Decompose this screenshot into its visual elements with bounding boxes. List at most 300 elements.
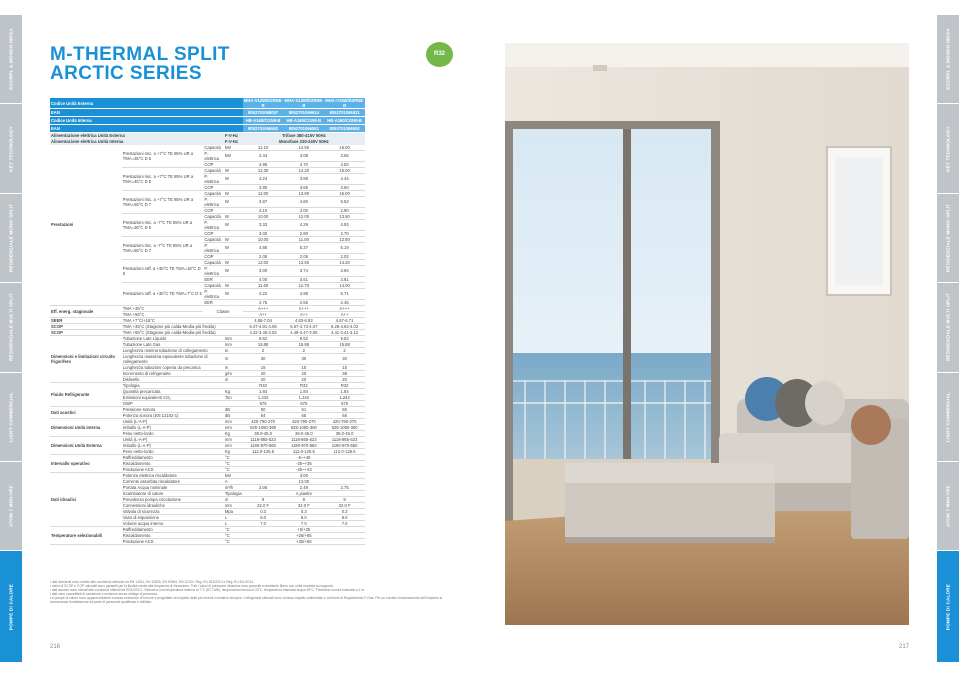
table-cell: 8052701066552 [324,125,365,133]
table-cell: Raffreddamento [122,526,224,532]
table-cell: 14.20 [283,167,324,173]
side-tab[interactable] [937,462,959,551]
table-cell: R32 [283,382,324,388]
table-cell: 8052701066614 [283,109,324,117]
table-cell: 0.3 [324,508,365,514]
table-cell: 4.60 [283,196,324,207]
table-cell: kW [224,150,243,161]
table-cell: 2 [283,347,324,353]
table-cell: °C [224,454,243,460]
table-cell: Dimensioni Unità interna [50,418,122,436]
side-tab-label: ATOM 7 MINI-VRF [8,485,14,528]
table-cell: 30 [324,353,365,364]
table-cell: P. elettrica [203,173,224,184]
table-cell: 55 [324,406,365,412]
table-cell: P. elettrica [203,150,224,161]
table-cell: °C [224,526,243,532]
side-tab[interactable] [0,194,22,283]
table-cell: 51 [283,406,324,412]
side-tab[interactable] [937,194,959,283]
table-cell: TMA +55°C (Stagione più calda-Media-più fredda) [122,329,243,335]
side-tab-label: RESIDENZIALE MONO SPLIT [8,203,14,273]
table-cell: 675 [243,400,284,406]
table-cell: TMA +7°C/+18°C [122,317,243,323]
table-cell: 2.44 [243,150,284,161]
table-cell: Temperature selezionabili [50,526,122,544]
table-cell: W [224,173,243,184]
table-cell: Fluido Refrigerante [50,382,122,406]
table-cell: 3.00 [243,265,284,276]
table-cell: Vaso di espansione [122,514,224,520]
table-cell: 3.00 [243,472,365,478]
table-cell: HB-A160/CGN8-B [324,117,365,125]
table-cell: 3.87 [243,196,284,207]
table-cell: 3.33 [243,219,284,230]
page-number-left: 216 [50,644,61,650]
table-cell: 4.70 [283,161,324,167]
table-cell: °C [224,532,243,538]
table-cell: 2.05 [243,253,284,259]
table-cell: 3.88 [283,173,324,184]
side-tab[interactable] [0,373,22,462]
table-cell: mm [224,341,243,347]
table-cell: Eff. energ. stagionale [50,305,122,317]
table-cell: 64 [243,412,284,418]
table-cell: W [224,265,243,276]
table-cell: 2.90 [324,207,365,213]
side-tab-label: LIGHT COMMERCIAL [8,391,14,442]
table-cell: 15.00 [324,190,365,196]
table-row [50,125,365,133]
table-cell: 1190-970-560 [243,442,284,448]
side-tab[interactable] [937,551,959,663]
table-cell: HB-A160/CGN8-B [243,117,284,125]
table-cell: 38 [324,370,365,376]
living-room-photo [505,43,909,625]
table-cell: 2.55 [283,299,324,305]
table-row [50,109,365,117]
photo-illustration [505,43,909,625]
table-cell: m [224,364,243,370]
table-cell: 4.49-3.47-3.05 [283,329,324,335]
table-cell: 15.00 [324,167,365,173]
table-cell: EAN [50,109,243,117]
table-cell: P. elettrica [203,219,224,230]
table-cell: R32 [243,382,284,388]
table-cell: 8052701066552 [283,125,324,133]
side-tab-label: KEY TECHNOLOGY [8,125,14,172]
page-title [50,45,230,83]
side-tab-label: POMPE DI CALORE [945,583,951,630]
side-tab-label: LIGHT COMMERCIAL [945,391,951,442]
table-cell: Produzione ACS [122,538,224,544]
table-cell: L [224,514,243,520]
table-cell: COP [203,230,224,236]
table-cell: Classe [203,305,242,317]
side-tab[interactable] [937,373,959,462]
table-cell: Intervallo operativo [50,454,122,472]
table-cell: Volume acqua interno [122,520,224,526]
table-cell: A+++ [243,305,284,311]
page-number-right: 217 [899,644,910,650]
table-cell: 420-790-270 [243,418,284,424]
table-cell: 10.00 [243,236,284,242]
table-cell: 14.20 [324,259,365,265]
table-cell: m [224,496,243,502]
table-cell: 4.67-6.71 [324,317,365,323]
side-tab-label: POMPE DI CALORE [8,583,14,630]
table-cell: 12.50 [324,236,365,242]
table-cell: 8052701068007 [243,109,284,117]
table-cell: W [224,196,243,207]
table-cell: 3.74 [283,265,324,276]
table-cell: 30 [283,353,324,364]
table-cell: -5~+46 [243,454,365,460]
table-cell: Kg [224,430,243,436]
table-cell: Corrente assorbita riscaldatore [122,478,224,484]
table-cell: 9.52 [283,335,324,341]
table-row [50,98,365,109]
table-cell: dB [224,406,243,412]
table-cell: Capacità [203,282,224,288]
table-cell: Lunghezza minima tubazione di collegamento [122,347,224,353]
table-cell: P. elettrica [203,265,224,276]
table-cell: 3.61 [324,276,365,282]
table-cell: 12.00 [243,259,284,265]
table-cell: +30/+60 [243,538,365,544]
table-cell: 15.88 [324,341,365,347]
table-cell: g/m [224,370,243,376]
table-cell: Prestazioni risc. a +7°C TE 85% UR a TMA=45°C D 5 [122,167,204,190]
table-cell: dB [224,412,243,418]
table-cell: 11.60 [243,282,284,288]
table-cell: W [224,219,243,230]
table-cell: W [224,190,243,196]
table-cell: 7.0 [324,520,365,526]
footnote: I dati acustici sono rilevati alle condizioni ottimali da EN12102-1. Rilevati a una temperatura esterna di 7°C (6°C WB), temperatura interna di 20°C, temperatura mandata acqua 35°C. Pressione sonora misurata a 1 m. [50,588,365,593]
table-cell: Kg [224,388,243,394]
table-cell: A+++ [283,305,324,311]
table-cell: 11.00 [283,236,324,242]
table-cell: 14.50 [283,145,324,151]
table-cell: TMA +55°C [122,311,204,317]
table-cell: A+++ [324,305,365,311]
table-cell: 20 [324,376,365,382]
table-cell: F-V-Hz [224,139,243,145]
table-cell: 4.93 [324,219,365,230]
table-cell: 2.75 [243,299,284,305]
table-cell: 1.84 [243,388,284,394]
table-cell: W [224,259,243,265]
table-cell: 0.3 [243,508,284,514]
table-cell: 65 [283,412,324,418]
table-cell: 12.00 [283,213,324,219]
table-cell: 4.86 [243,242,284,253]
table-cell: A [224,478,243,484]
side-tab[interactable] [937,15,959,104]
table-cell: Prestazioni risc. a +7°C TE 85% UR a TMA=35°C D 5 [122,145,204,168]
side-tab[interactable] [0,104,22,193]
table-cell: 12.70 [283,282,324,288]
table-cell: 15 [243,364,284,370]
table-cell: 2.49 [283,484,324,490]
table-cell: Potenza sonora (EN 12102-1) [122,412,224,418]
table-cell: 420-790-270 [324,418,365,424]
table-cell: kW [224,472,243,478]
table-cell: 4.83-6.83 [283,317,324,323]
table-cell: 4.42-3.45-3.02 [243,329,284,335]
table-cell: 5.52 [324,196,365,207]
table-cell: Prestazioni [50,145,122,306]
table-cell: 675 [324,400,365,406]
table-cell: 9 [283,496,324,502]
table-cell: L [224,520,243,526]
table-cell: Alimentazione elettrica Unità Interna [50,139,224,145]
table-cell: A++ [324,311,365,317]
footnote: I dati sono suscettibili di variazione e revisione senza obbligo di preavviso. [50,592,159,597]
side-tab-label: RESIDENZIALE MULTI SPLIT [8,293,14,362]
table-cell: 420-790-270 [283,418,324,424]
table-cell: P. elettrica [203,288,224,299]
table-cell: 2.80 [283,230,324,236]
side-tab-label: ECORPL & MONDO MOSA [945,28,951,90]
table-cell: A piastre [243,490,365,496]
table-cell: Unità (L-A-P) [122,436,224,442]
title-line2: ARCTIC SERIES [50,63,202,84]
table-cell: 525-1050-360 [324,424,365,430]
table-cell: 16.00 [324,145,365,151]
table-cell: W [224,167,243,173]
table-cell: Dati idraulici [50,472,122,526]
table-cell: Peso netto-lordo [122,448,224,454]
table-cell: P. elettrica [203,242,224,253]
table-cell: 4.00 [243,276,284,282]
table-cell: 1.84 [324,388,365,394]
table-cell: 1190-970-560 [283,442,324,448]
table-cell: 2.06 [243,484,284,490]
table-cell: 4.95 [243,161,284,167]
table-cell: 4.41-3.41-3.12 [324,329,365,335]
table-cell: 4.22 [243,288,284,299]
table-cell: Scambiatore di calore [122,490,224,496]
table-cell: Potenza elettrica riscaldatore [122,472,224,478]
table-cell: 13.80 [283,190,324,196]
table-cell: m³/h [224,484,243,490]
title-line1: M-THERMAL SPLIT [50,44,230,65]
table-cell: 15.88 [283,341,324,347]
table-cell: Capacità [203,213,224,219]
table-cell: 7.0 [243,520,284,526]
table-cell: Prestazioni raff. a +35°C TE TMA=7°C D 5 [122,282,204,305]
table-cell: +5/+25 [243,526,365,532]
table-cell: m [224,347,243,353]
table-cell: 9.52 [243,335,284,341]
table-cell: 12.30 [243,167,284,173]
table-cell: Codice Unità Interna [50,117,243,125]
table-cell: 6.28-4.62-4.02 [324,323,365,329]
table-cell: COP [203,184,224,190]
table-cell: m [224,376,243,382]
table-cell: Codice Unità Esterna [50,98,243,109]
table-cell: Dimensioni e limitazioni circuito frigorifero [50,335,122,382]
table-cell: Quantità precaricata [122,388,224,394]
spec-table [50,98,365,545]
table-cell: 30 [243,353,284,364]
table-cell: Imballo (L-A-P) [122,442,224,448]
table-cell: 7.0 [283,520,324,526]
table-cell: 5.71 [324,288,365,299]
table-cell: 32.0 F [243,502,284,508]
table-cell: 32.0 F [324,502,365,508]
table-cell: TMA +35°C (Stagione più calda-Media-più fredda) [122,323,243,329]
table-cell: Capacità [203,145,224,151]
table-cell: F-V-Hz [224,133,243,139]
table-cell: Lunghezza massima equivalente tubazione di collegamento [122,353,224,364]
table-cell: mm [224,418,243,424]
table-cell: mm [224,424,243,430]
side-tab[interactable] [0,15,22,104]
side-tab-label: ATOM 7 MINI-VRF [945,485,951,528]
table-cell: Kg [224,448,243,454]
table-cell: 525-1050-360 [243,424,284,430]
table-cell: mm [224,502,243,508]
side-tab[interactable] [0,283,22,372]
table-cell: 112.0-125.5 [283,448,324,454]
side-tab-label: ECORPL & MONDO MOSA [8,28,14,90]
table-cell: 8.0 [283,514,324,520]
table-cell: 10.00 [243,213,284,219]
table-cell: °C [224,466,243,472]
table-cell: 3.80 [243,184,284,190]
table-cell: Capacità [203,167,224,173]
table-cell: 13.50 [324,213,365,219]
table-cell: Incremento di refrigerante [122,370,224,376]
table-cell: W [224,213,243,219]
r32-badge: R32 [426,42,453,67]
table-cell: 4.50 [324,161,365,167]
table-cell: 15.88 [243,341,284,347]
table-cell: 9 [243,496,284,502]
table-cell: A++ [283,311,324,317]
table-cell: 38.0-45.0 [324,430,365,436]
table-cell: Unità (L-A-P) [122,418,224,424]
side-tabs-left [0,15,22,663]
table-cell: °C [224,538,243,544]
table-cell: 3.10 [243,207,284,213]
table-cell: GWP [122,400,224,406]
table-cell: 1.242 [283,394,324,400]
table-cell: 13.50 [283,259,324,265]
table-cell: 1118-865-523 [283,436,324,442]
table-cell: SCOP [50,323,122,329]
table-cell: Dimensioni Unità Esterna [50,436,122,454]
table-cell: 9 [324,496,365,502]
table-cell: Tubazione Lato Liquido [122,335,224,341]
table-cell: Emissioni equivalenti CO₂ [122,394,224,400]
table-cell: 2.75 [324,484,365,490]
table-cell: 8052701066521 [324,109,365,117]
table-cell: 1118-865-523 [243,436,284,442]
table-cell: W [224,242,243,253]
table-cell: P. elettrica [203,196,224,207]
table-cell: EER [203,276,224,282]
table-cell: Prestazioni raff. a +35°C TE TMA=18°C D 5 [122,259,204,282]
side-tab[interactable] [937,104,959,193]
side-tab[interactable] [937,283,959,372]
table-cell: 68 [324,412,365,418]
table-cell: Tipologia [224,490,242,496]
table-cell: Dislivello [122,376,224,382]
table-cell: Monofase 220-240V 50Hz [243,139,365,145]
table-cell: 12.00 [243,190,284,196]
table-cell: Portata Acqua nominale [122,484,224,490]
table-cell: 38.0-45.0 [243,430,284,436]
table-cell: Prevalenza pompa circolazione [122,496,224,502]
side-tab[interactable] [0,462,22,551]
table-cell: 2 [243,347,284,353]
table-cell: 3.24 [243,173,284,184]
table-cell: Mpa [224,508,243,514]
table-cell: 3.00 [243,230,284,236]
table-cell: 1.84 [283,388,324,394]
table-cell: MHA-V14W/D2RN8-B [284,98,324,108]
table-cell: Ton [224,394,243,400]
table-cell: W [224,282,243,288]
table-cell: 1.242 [324,394,365,400]
table-cell: 1.242 [243,394,284,400]
table-cell: Peso netto-lordo [122,430,224,436]
table-cell: 3.56 [324,150,365,161]
table-cell: 20 [283,376,324,382]
table-cell: 20 [243,376,284,382]
table-cell: EER [203,299,224,305]
table-cell: Trifase 380-415V 50Hz [243,133,365,139]
table-cell: SCOP [50,329,122,335]
table-cell: 2.45 [324,299,365,305]
table-cell: mm [224,436,243,442]
table-cell: 1190-970-560 [324,442,365,448]
table-cell: 6.57-4.73-4.07 [283,323,324,329]
table-cell: EAN [50,125,243,133]
table-cell: Connessioni idrauliche [122,502,224,508]
table-cell: MHA-V16W/D2RN8-B [325,98,364,108]
table-cell: 50 [243,406,284,412]
table-cell: Riscaldamento [122,532,224,538]
table-cell: 6.19 [324,242,365,253]
table-cell: 0.3 [283,508,324,514]
table-cell: 15 [283,364,324,370]
table-cell: +25/+65 [243,532,365,538]
table-cell: -25~+35 [243,460,365,466]
table-cell: COP [203,161,224,167]
table-cell: kW [224,145,243,151]
table-cell: 3.61 [283,276,324,282]
side-tab[interactable] [0,551,22,663]
table-cell: TMA +35°C [122,305,204,311]
table-cell: 2 [324,347,365,353]
table-cell: 3.08 [283,150,324,161]
table-cell: 15 [324,364,365,370]
table-cell: COP [203,253,224,259]
table-cell: HB-A160/CGN8-B [283,117,324,125]
table-cell: 112.0-125.5 [324,448,365,454]
table-cell: 13.00 [243,478,365,484]
table-cell: 2.70 [324,230,365,236]
table-cell: 20 [243,370,284,376]
table-cell: 3.65 [283,184,324,190]
table-cell: Dati acustici [50,406,122,418]
table-cell: 675 [283,400,324,406]
